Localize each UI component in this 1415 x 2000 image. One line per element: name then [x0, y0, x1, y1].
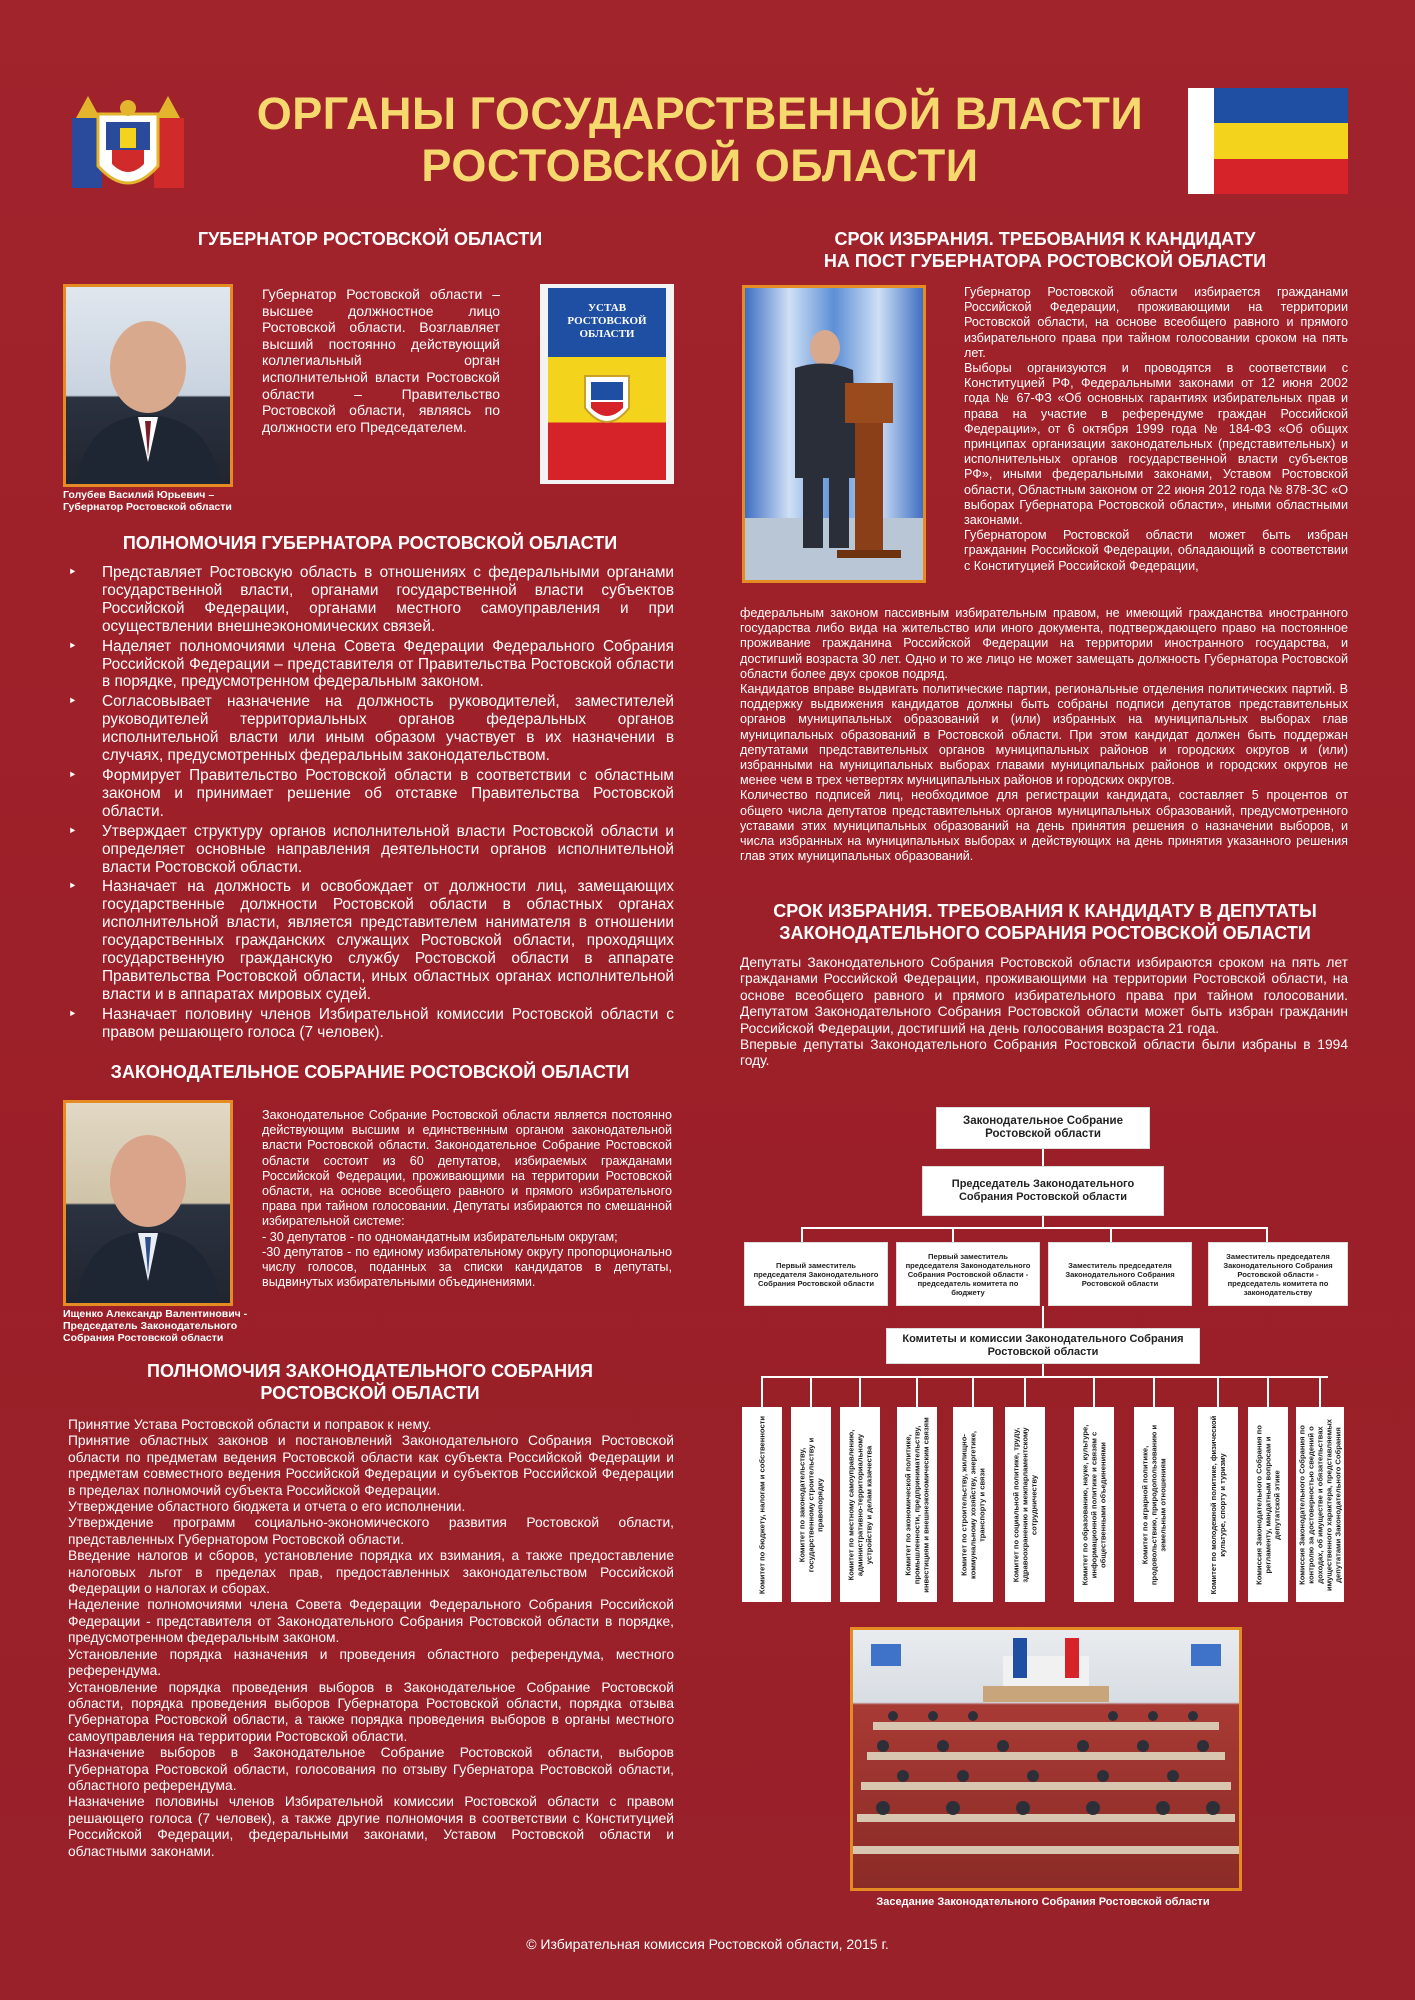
- term-paragraph: Кандидатов вправе выдвигать политические партии, региональные отделения политических партий. В поддержку выдвижения кандидатов должны быть собраны подписи депутатов представительных органов муниципальных образований и (или) избранных на муниципальных выборах глав муниципальных образований в Ростовской области. При этом кандидат должен быть поддержан депутатами представительных органов муниципальных районов и городских округов и (или) избранными на муниципальных выборах главами муниципальных районов и городских округов не менее чем в трех четвертях муниципальных районов и городских округов.: [740, 682, 1348, 788]
- org-deputy-box: Первый заместитель председателя Законодательного Собрания Ростовской области - председатель комитета по бюджету: [896, 1242, 1040, 1306]
- person-silhouette-icon: [66, 1103, 230, 1303]
- list-item: Установление порядка назначения и проведения областного референдума, местного референдума.: [68, 1646, 674, 1679]
- list-item: ‣ Согласовывает назначение на должность руководителей, заместителей руководителей территориальных органов федеральных органов исполнительной власти или иным образом участвует в их назначении в случаях, предусмотренных федеральным законодательством.: [68, 693, 674, 765]
- org-committee-box: [1134, 1407, 1174, 1602]
- governor-caption: Голубев Василий Юрьевич – Губернатор Ростовской области: [63, 489, 232, 513]
- deputies-paragraph: Впервые депутаты Законодательного Собрания Ростовской области были избраны в 1994 году.: [740, 1037, 1348, 1069]
- org-connector: [1267, 1376, 1269, 1407]
- title-line-1: ОРГАНЫ ГОСУДАРСТВЕННОЙ ВЛАСТИ: [256, 88, 1144, 139]
- assembly-powers-list: [68, 1417, 674, 1860]
- person-silhouette-icon: [66, 287, 230, 484]
- org-connector: [1024, 1376, 1026, 1407]
- list-item: ‣ Утверждает структуру органов исполнительной власти Ростовской области и определяет основные направления деятельности органов исполнительной власти Ростовской области.: [68, 823, 674, 877]
- book-title-line-3: ОБЛАСТИ: [579, 328, 635, 340]
- assembly-powers-heading-line-1: ПОЛНОМОЧИЯ ЗАКОНОДАТЕЛЬНОГО СОБРАНИЯ: [147, 1361, 593, 1381]
- term-paragraph: Количество подписей лиц, необходимое для регистрации кандидата, составляет 5 процентов от общего числа депутатов представительных органов муниципальных образований, предусмотренного уставами этих муниципальных образований на день принятия решения о назначении выборов, и числа избранных на муниципальных выборах и действующих на день принятия указанного решения глав этих муниципальных образований.: [740, 788, 1348, 864]
- title-line-2: РОСТОВСКОЙ ОБЛАСТИ: [421, 140, 979, 191]
- deputies-paragraph: Депутаты Законодательного Собрания Ростовской области избираются сроком на пять лет гражданами Российской Федерации, проживающими на территории Ростовской области, на основе всеобщего равного и прямого избирательного права при тайном голосовании. Депутатом Законодательного Собрания Ростовской области может быть избран гражданин Российской Федерации, достигший на день голосования возраста 21 года.: [740, 955, 1348, 1036]
- coat-of-arms-icon: [66, 88, 190, 206]
- org-committee-box: [840, 1407, 880, 1602]
- list-item: Утверждение областного бюджета и отчета о его исполнении.: [68, 1499, 466, 1515]
- term-paragraph: Выборы организуются и проводятся в соответствии с Конституцией РФ, Федеральными законами от 12 июня 2002 года № 67-ФЗ «Об основных гарантиях избирательных прав и права на участие в референдуме граждан Российской Федерации», от 6 октября 1999 года № 184-ФЗ «Об общих принципах организации законодательных (представительных) и исполнительных органов государственной власти субъектов РФ», иными федеральными законами, Уставом Ростовской области, Областным законом от 22 июня 2012 года № 878-ЗС «О выборах Губернатора Ростовской области», иными областными законами.: [964, 361, 1348, 528]
- list-item: ‣ Наделяет полномочиями члена Совета Федерации Федерального Собрания Российской Федерации – представителя от Правительства Ростовской области в порядке, предусмотренном федеральным законом.: [68, 638, 674, 692]
- assembly-text: [262, 1108, 672, 1290]
- org-committee-box: [897, 1407, 937, 1602]
- list-item: ‣ Представляет Ростовскую область в отношениях с федеральными органами государственной власти, органами государственной власти субъектов Российской Федерации, органами местного самоуправления и при осуществлении внешнеэкономических связей.: [68, 564, 674, 636]
- org-committee-box: [791, 1407, 831, 1602]
- org-connector: [952, 1227, 954, 1242]
- committee-label: Комитет по экономической политике, промышленности, предпринимательству, инвестициям и внешнеэкономическим связям: [903, 1416, 931, 1593]
- org-committee-box: [1296, 1407, 1344, 1602]
- org-connector: [1266, 1227, 1268, 1242]
- org-connector: [859, 1376, 861, 1407]
- org-connector: [1042, 1149, 1044, 1166]
- committee-label: Комиссия Законодательного Собрания по контролю за достоверностью сведений о доходах, об имуществе и обязательствах имущественного характера, представляемых депутатами Законодательного Собрания: [1297, 1418, 1343, 1591]
- governor-term-heading: [740, 228, 1350, 272]
- chairman-photo: [63, 1100, 233, 1306]
- org-connector: [761, 1376, 763, 1407]
- list-item: Назначение выборов в Законодательное Собрание Ростовской области, выборов Губернатора Ростовской области, голосования по отзыву Губернатора Ростовской области, областного референдума.: [68, 1745, 674, 1793]
- governor-text: Губернатор Ростовской области – высшее должностное лицо Ростовской области. Возглавляет высший постоянно действующий коллегиальный орган исполнительной власти Ростовской области – Правительство Ростовской области, являясь по должности его Председателем.: [262, 286, 500, 435]
- session-photo: [850, 1627, 1242, 1891]
- list-item: ‣ Назначает половину членов Избирательной комиссии Ростовской области с правом решающего голоса (7 человек).: [68, 1006, 674, 1042]
- org-committees-box: Комитеты и комиссии Законодательного Собрания Ростовской области: [886, 1328, 1200, 1364]
- governor-term-text-top: [964, 285, 1348, 574]
- committee-label: Комитет по молодежной политике, физической культуре, спорту и туризму: [1209, 1415, 1227, 1594]
- deputies-term-text: [740, 955, 1348, 1070]
- flag-hoist: [1188, 88, 1214, 194]
- committee-label: Комитет по законодательству, государственному строительству и правопорядку: [797, 1437, 825, 1572]
- org-committee-box: [1198, 1407, 1238, 1602]
- org-deputy-box: Первый заместитель председателя Законодательного Собрания Ростовской области: [744, 1242, 888, 1306]
- org-connector: [810, 1376, 812, 1407]
- term-paragraph: Губернатором Ростовской области может быть избран гражданин Российской Федерации, обладающий в соответствии с Конституцией Российской Федерации,: [964, 528, 1348, 573]
- assembly-heading: ЗАКОНОДАТЕЛЬНОЕ СОБРАНИЕ РОСТОВСКОЙ ОБЛАСТИ: [110, 1062, 630, 1082]
- committee-label: Комитет по местному самоуправлению, административно-территориальному устройству и делам казачества: [846, 1429, 874, 1580]
- governor-powers-list: [68, 564, 674, 1044]
- deputies-term-heading-line-1: СРОК ИЗБРАНИЯ. ТРЕБОВАНИЯ К КАНДИДАТУ В ДЕПУТАТЫ: [773, 901, 1317, 921]
- chairman-caption: Ищенко Александр Валентинович - Председатель Законодательного Собрания Ростовской области: [63, 1308, 248, 1344]
- org-committee-box: [953, 1407, 993, 1602]
- org-deputy-box: Заместитель председателя Законодательного Собрания Ростовской области - председатель комитета по законодательству: [1208, 1242, 1348, 1306]
- list-item: ‣ Назначает на должность и освобождает от должности лиц, замещающих государственные должности Ростовской области в областных органах исполнительной власти, является представителем нанимателя в отношении государственных гражданских служащих Ростовской области, проходящих государственную гражданскую службу Ростовской области в аппарате Правительства Ростовской области, иных областных органах исполнительной власти и в аппаратах мировых судей.: [68, 878, 674, 1003]
- governor-powers-heading: ПОЛНОМОЧИЯ ГУБЕРНАТОРА РОСТОВСКОЙ ОБЛАСТИ: [122, 533, 618, 553]
- committee-label: Комитет по аграрной политике, продовольствию, природопользованию и земельным отношениям: [1140, 1424, 1168, 1585]
- list-item: ‣ Формирует Правительство Ростовской области в соответствии с областным законом и принимает решение об отставке Правительства Ростовской области.: [68, 767, 674, 821]
- assembly-powers-heading: [100, 1360, 640, 1404]
- flag-red-stripe: [1214, 159, 1348, 194]
- org-connector: [801, 1227, 1268, 1229]
- committee-label: Комитет по бюджету, налогам и собственности: [757, 1415, 767, 1594]
- book-title-line-1: УСТАВ: [587, 302, 627, 314]
- list-item: Наделение полномочиями члена Совета Федерации Федерального Собрания Российской Федерации - представителя от Законодательного Собрания Ростовской области в порядке, предусмотренном федеральным законом.: [68, 1597, 674, 1646]
- governor-heading: ГУБЕРНАТОР РОСТОВСКОЙ ОБЛАСТИ: [197, 229, 543, 249]
- org-committee-box: [1005, 1407, 1045, 1602]
- org-connector: [1110, 1227, 1112, 1242]
- org-committee-box: [742, 1407, 782, 1602]
- book-emblem-icon: [577, 366, 637, 436]
- org-assembly-box: Законодательное Собрание Ростовской области: [936, 1107, 1150, 1149]
- org-connector: [1093, 1376, 1095, 1407]
- org-chair-box: Председатель Законодательного Собрания Ростовской области: [922, 1166, 1164, 1216]
- org-connector: [1042, 1306, 1044, 1328]
- org-committee-box: [1074, 1407, 1114, 1602]
- list-item: Утверждение программ социально-экономического развития Ростовской области, представленных Губернатором Ростовской области.: [68, 1515, 674, 1547]
- list-item: Введение налогов и сборов, установление порядка их взимания, а также предоставление налоговых льгот в пределах прав, предоставленных законодательством Российской Федерации о налогах и сборах.: [68, 1548, 674, 1597]
- term-paragraph: Губернатор Ростовской области избирается гражданами Российской Федерации, проживающими на территории Ростовской области, на основе всеобщего равного и прямого избирательного права при тайном голосовании сроком на пять лет.: [964, 285, 1348, 360]
- org-committee-box: [1248, 1407, 1288, 1602]
- list-item: Принятие Устава Ростовской области и поправок к нему.: [68, 1417, 432, 1432]
- regional-flag: [1188, 88, 1348, 194]
- org-deputy-box: Заместитель председателя Законодательного Собрания Ростовской области: [1048, 1242, 1192, 1306]
- deputies-term-heading: [740, 900, 1350, 944]
- flag-blue-stripe: [1214, 88, 1348, 123]
- org-connector: [1217, 1376, 1219, 1407]
- assembly-hall-icon: [853, 1630, 1239, 1888]
- assembly-paragraph: -30 депутатов - по единому избирательному округу пропорционально числу голосов, поданных за списки кандидатов в депутаты, выдвинутых избирательными объединениями.: [262, 1244, 672, 1290]
- session-caption: Заседание Законодательного Собрания Ростовской области: [876, 1896, 1210, 1908]
- committee-label: Комитет по строительству, жилищно-коммунальному хозяйству, энергетике, транспорту и связи: [959, 1430, 987, 1579]
- committee-label: Комитет по социальной политике, труду, здравоохранению и межпарламентскому сотрудничеству: [1011, 1426, 1039, 1583]
- page-title: [200, 88, 1200, 192]
- governor-term-heading-line-2: НА ПОСТ ГУБЕРНАТОРА РОСТОВСКОЙ ОБЛАСТИ: [823, 251, 1267, 271]
- org-connector: [972, 1376, 974, 1407]
- assembly-paragraph: - 30 депутатов - по одномандатным избирательным округам;: [262, 1229, 618, 1244]
- org-connector: [1153, 1376, 1155, 1407]
- governor-photo: [63, 284, 233, 487]
- org-connector: [762, 1376, 1328, 1378]
- governor-term-text-bottom: [740, 606, 1348, 864]
- org-connector: [1319, 1376, 1321, 1407]
- list-item: Принятие областных законов и постановлений Законодательного Собрания Ростовской области по предметам ведения Ростовской области как субъекта Российской Федерации и предметам совместного ведения Российской Федерации и субъектов Российской Федерации в пределах полномочий субъекта Российской Федерации.: [68, 1433, 674, 1498]
- committee-label: Комиссия Законодательного Собрания по регламенту, мандатным вопросам и депутатской этике: [1254, 1424, 1282, 1585]
- footer-copyright: © Избирательная комиссия Ростовской области, 2015 г.: [526, 1936, 889, 1952]
- assembly-powers-heading-line-2: РОСТОВСКОЙ ОБЛАСТИ: [260, 1383, 480, 1403]
- governor-speech-photo: [742, 285, 926, 583]
- term-paragraph: федеральным законом пассивным избирательным правом, не имеющий гражданства иностранного государства либо вида на жительство или иного документа, подтверждающего право на постоянное проживание гражданина Российской Федерации на территории иностранного государства, и достигший возраста 30 лет. Одно и то же лицо не может замещать должность Губернатора Ростовской области более двух сроков подряд.: [740, 606, 1348, 681]
- governor-term-heading-line-1: СРОК ИЗБРАНИЯ. ТРЕБОВАНИЯ К КАНДИДАТУ: [834, 229, 1256, 249]
- charter-book: [540, 284, 674, 484]
- org-connector: [801, 1227, 803, 1242]
- book-title-line-2: РОСТОВСКОЙ: [567, 315, 647, 327]
- org-connector: [916, 1376, 918, 1407]
- committee-label: Комитет по образованию, науке, культуре, информационной политике и связям с общественными объединениями: [1080, 1424, 1108, 1585]
- flag-yellow-stripe: [1214, 123, 1348, 159]
- speaker-at-podium-icon: [745, 288, 923, 580]
- deputies-term-heading-line-2: ЗАКОНОДАТЕЛЬНОГО СОБРАНИЯ РОСТОВСКОЙ ОБЛАСТИ: [779, 923, 1311, 943]
- list-item: Назначение половины членов Избирательной комиссии Ростовской области с правом решающего голоса (7 человек), а также другие полномочия в соответствии с Конституцией Российской Федерации, федеральными законами, Уставом Ростовской области и областными законами.: [68, 1794, 674, 1859]
- org-connector: [1042, 1216, 1044, 1227]
- assembly-paragraph: Законодательное Собрание Ростовской области является постоянно действующим высшим и единственным органом законодательной власти Ростовской области. Законодательное Собрание Ростовской области состоит из 60 депутатов, избираемых гражданами Российской Федерации, проживающими на территории Ростовской области, на основе всеобщего равного и прямого избирательного права при тайном голосовании. Депутаты избираются по смешанной избирательной системе:: [262, 1108, 672, 1229]
- list-item: Установление порядка проведения выборов в Законодательное Собрание Ростовской области, порядка проведения выборов Губернатора Ростовской области, порядка отзыва Губернатора Ростовской области, а также порядка проведения выборов в органы местного самоуправления на территории Ростовской области.: [68, 1679, 674, 1744]
- org-connector: [1042, 1364, 1044, 1376]
